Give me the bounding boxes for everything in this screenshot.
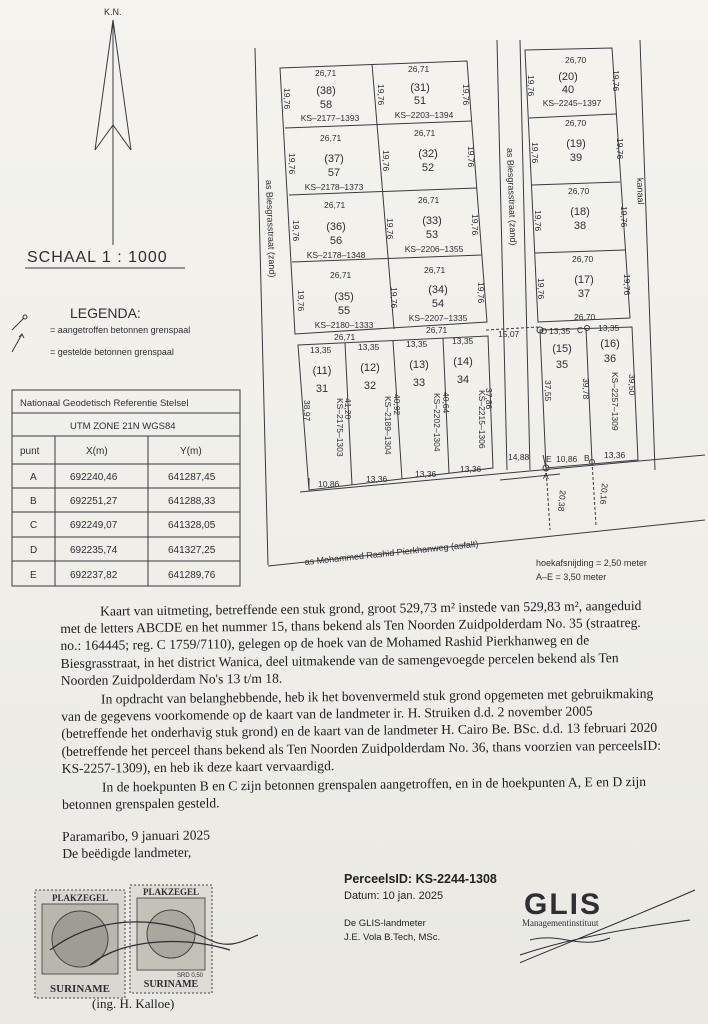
dim-label: 19,76 (376, 84, 386, 106)
parcel-lot: 39 (569, 152, 583, 164)
table-cell: 692240,46 (70, 472, 118, 483)
gis-block (344, 872, 497, 943)
stamp-right-top: PLAKZEGEL (142, 887, 200, 897)
parcel-num: (15) (552, 343, 572, 355)
parcel-ks: KS–2178–1348 (306, 250, 366, 260)
dim-label: 26,71 (320, 133, 342, 143)
table-cell: 692235,74 (70, 545, 118, 556)
stamp-left-bottom: SURINAME (50, 983, 110, 995)
dim-label: 26,71 (418, 195, 440, 205)
dim-label: 26,71 (426, 325, 448, 335)
note-ae: A–E = 3,50 meter (536, 572, 607, 582)
dim-label: 37,55 (543, 380, 553, 402)
street-label-main: as Mohammed Rashid Pierkhanweg (asfalt) (304, 538, 479, 567)
dim-label: 26,71 (334, 332, 356, 342)
table-zone: UTM ZONE 21N WGS84 (70, 421, 176, 432)
parcel-num: (34) (428, 284, 448, 296)
street-line-left (255, 48, 268, 565)
corner-label-a: A (543, 471, 549, 481)
dim-label: 40,64 (441, 392, 451, 414)
dim-label: 39,78 (581, 378, 591, 400)
table-cell: 641327,25 (168, 545, 216, 556)
paragraph: Kaart van uitmeting, betreffende een stuk grond, groot 529,73 m² instede van 529,83 m², aangeduid met de letters ABCDE en het nummer 15, thans bekend als Ten Noorden Zuidpolderdam No. 35 (straatreg. no.: 164445; reg. C 1759/7110), gelegen op de hoek van de Mohamed Rashid Pierkhanweg en de Biesgrasstraat, in het district Wanica, deel uitmakende van de samengevoegde percelen bekend als Ten Noorden Zuidpolderdam No's 13 t/m 18. (60, 597, 642, 688)
corner-label-e: E (546, 454, 552, 464)
parcel-num: (17) (574, 274, 594, 286)
dim-label: 19,76 (476, 282, 486, 304)
legend-item-placed: = gestelde betonnen grenspaal (50, 347, 174, 357)
parcel-num: (19) (566, 138, 586, 150)
corner-label-c: C (577, 325, 584, 335)
parcel-lot: 31 (315, 383, 329, 395)
place-date: Paramaribo, 9 januari 2025 (62, 827, 211, 844)
gis-landmeter-role: De GLIS-landmeter (344, 918, 426, 929)
parcel-num: (11) (312, 365, 332, 377)
parcel-lot: 34 (456, 374, 470, 386)
dim-label: 19,76 (296, 290, 306, 312)
dim-label: 40,92 (392, 394, 402, 416)
parcel-lot: 32 (363, 380, 377, 392)
table-cell: 641288,33 (168, 496, 216, 507)
dim-label: 26,71 (324, 200, 346, 210)
dim-label: 19,76 (461, 84, 471, 106)
table-cell: E (30, 570, 37, 581)
parcel-num: (32) (418, 148, 438, 160)
note-hoekafsnijding: hoekafsnijding = 2,50 meter (536, 558, 647, 568)
parcel-num: (20) (558, 71, 578, 83)
dim-label: 26,70 (568, 186, 590, 196)
table-cell: B (30, 496, 37, 507)
dim-label: 13,36 (415, 469, 437, 479)
dim-label: 26,71 (408, 64, 430, 74)
parcel-num: (12) (360, 362, 380, 374)
dim-label: 10,86 (556, 454, 578, 464)
parcel-ks: KS–2245–1397 (542, 98, 602, 108)
parcel-num: (37) (324, 153, 344, 165)
dim-label: 20,38 (556, 489, 568, 512)
parcel-lot: 33 (412, 377, 426, 389)
found-marker-icon (12, 318, 24, 330)
stamp-right (130, 885, 212, 993)
gis-logo (520, 880, 700, 1000)
gis-landmeter-name: J.E. Vola B.Tech, MSc. (344, 932, 441, 943)
coordinate-table (12, 390, 240, 586)
dim-label: 19,76 (389, 287, 399, 309)
gis-logo-subtitle: Managementinstituut (522, 918, 599, 928)
parcel-num: (36) (326, 221, 346, 233)
parcel-lot: 54 (431, 298, 445, 310)
stamp-left-top: PLAKZEGEL (51, 893, 109, 903)
dim-label: 20,16 (598, 482, 610, 505)
corner-label-b: B (584, 453, 590, 463)
parcel-ks: KS–2207–1335 (408, 313, 468, 323)
dim-label: 13,35 (358, 342, 380, 352)
dim-label: 15,07 (498, 329, 520, 339)
dim-label: 19,76 (533, 210, 543, 232)
north-label: K.N. (104, 7, 122, 17)
gis-logo-text: GLIS (524, 888, 603, 921)
dim-label: 26,70 (574, 312, 596, 322)
dim-label: 13,35 (452, 336, 474, 346)
table-cell: 641287,45 (168, 472, 216, 483)
dim-label: 26,71 (414, 128, 436, 138)
dim-label: 10,86 (318, 479, 340, 489)
parcel-ks: KS–2215–1306 (477, 390, 487, 449)
corner-label-d: D (541, 326, 548, 336)
dim-label: 13,36 (366, 474, 388, 484)
parcel-lot: 53 (425, 229, 439, 241)
dim-label: 26,71 (315, 68, 337, 78)
dim-label: 19,76 (615, 138, 625, 160)
dim-label: 19,76 (466, 146, 476, 168)
parcel-ks: KS–2175–1303 (335, 398, 345, 457)
north-arrow-icon (95, 20, 131, 245)
dim-label: 19,76 (622, 274, 632, 296)
dim-label: 13,35 (549, 326, 571, 336)
parcel-lot: 57 (327, 167, 341, 179)
parcel-lot: 36 (603, 353, 617, 365)
table-header-x: X(m) (86, 446, 108, 457)
stamps (30, 880, 260, 1010)
parcel-num: (38) (316, 85, 336, 97)
dim-label: 19,76 (470, 214, 480, 236)
parcel-num: (33) (422, 215, 442, 227)
dim-label: 19,76 (287, 153, 297, 175)
parcel-ks: KS–2206–1355 (404, 244, 464, 254)
table-title: Nationaal Geodetisch Referentie Stelsel (20, 398, 189, 409)
dim-label: 19,76 (526, 75, 536, 97)
parcel-lot: 37 (577, 288, 591, 300)
legend-item-found: = aangetroffen betonnen grenspaal (50, 325, 191, 335)
placed-marker-icon (12, 334, 22, 352)
signatory-role: De beëdigde landmeter, (62, 844, 192, 861)
parcel-ks: KS–2178–1373 (304, 182, 364, 192)
dim-label: 13,35 (310, 345, 332, 355)
table-cell: 692251,27 (70, 496, 118, 507)
dim-label: 19,76 (611, 70, 621, 92)
gis-date: Datum: 10 jan. 2025 (344, 890, 444, 902)
street-label-kanaal: kanaal (635, 177, 646, 205)
parcel-lot: 51 (413, 95, 427, 107)
scale-label: SCHAAL 1 : 1000 (27, 249, 168, 266)
parcel-num: (14) (453, 356, 473, 368)
dim-label: 26,71 (330, 270, 352, 280)
dim-label: 13,36 (460, 464, 482, 474)
dim-label: 19,76 (536, 278, 546, 300)
dim-label: 38,97 (302, 400, 312, 422)
dim-label: 26,70 (565, 55, 587, 65)
dim-label: 19,76 (530, 142, 540, 164)
table-cell: C (30, 520, 38, 531)
perceel-id: PerceelsID: KS-2244-1308 (344, 872, 497, 886)
dim-label: 39,50 (627, 374, 637, 396)
dim-label: 26,70 (565, 118, 587, 128)
dim-label: 19,76 (619, 206, 629, 228)
parcel-ks: KS–2189–1304 (383, 396, 393, 455)
parcel-ks: KS–2202–1304 (432, 393, 442, 452)
table-cell: 692237,82 (70, 570, 118, 581)
legend-title: LEGENDA: (70, 305, 141, 321)
table-cell: 641289,76 (168, 570, 216, 581)
parcel-ks: KS–2180–1333 (314, 320, 374, 330)
parcel-lot: 35 (555, 359, 569, 371)
parcel-lot: 58 (319, 99, 333, 111)
dim-label: 19,76 (291, 220, 301, 242)
dim-label: 37,86 (484, 388, 494, 410)
table-header-punt: punt (20, 446, 40, 457)
dim-label: 19,76 (282, 88, 292, 110)
table-cell: 692249,07 (70, 520, 118, 531)
stamp-right-bottom: SURINAME (143, 979, 199, 990)
dim-label: 14,88 (508, 452, 530, 462)
parcel-num: (16) (600, 338, 620, 350)
dim-label: 13,35 (598, 323, 620, 333)
closing-block (62, 826, 210, 862)
engineer-name: (ing. H. Kalloe) (92, 996, 175, 1011)
parcel-lot: 55 (337, 305, 351, 317)
dim-label: 13,35 (406, 339, 428, 349)
parcel-num: (13) (409, 359, 429, 371)
parcel-ks: KS–2257–1309 (610, 372, 620, 431)
table-cell: D (30, 545, 38, 556)
parcel-lot: 56 (329, 235, 343, 247)
survey-description (60, 597, 662, 814)
table-cell: 641328,05 (168, 520, 216, 531)
dim-label: 26,70 (572, 254, 594, 264)
paragraph: In opdracht van belanghebbende, heb ik het bovenvermeld stuk grond opgemeten met gebruikmaking van de gegevens voorkomende op de kaart van de landmeter ir. H. Struiken d.d. 2 november 2005 (betreffende het onderhavig stuk grond) en de kaart van de landmeter H. Cairo Be. BSc. d.d. 13 februari 2020 (betreffende het perceel thans bekend als Ten Noorden Zuidpolderdam No. 36, thans voorzien van perceelsID: KS-2257-1309), en heb ik deze kaart vervaardigd. (61, 685, 662, 776)
parcel-lot: 38 (573, 220, 587, 232)
parcel-ks: KS–2177–1393 (300, 113, 360, 123)
dim-label: 41,20 (343, 398, 353, 420)
parcel-ks: KS–2203–1394 (394, 110, 454, 120)
street-label-right: as Biesgrasstraat (zand) (505, 147, 519, 246)
dim-label: 13,36 (604, 450, 626, 460)
stamp-value: SRD 0,50 (176, 973, 204, 979)
parcel-lot: 40 (561, 84, 575, 96)
parcel-lot: 52 (421, 162, 435, 174)
dim-label: 26,71 (424, 265, 446, 275)
street-label-left: as Biesgrasstraat (zand) (264, 179, 278, 278)
stamp-left (35, 890, 125, 998)
dim-label: 19,76 (385, 218, 395, 240)
table-header-y: Y(m) (180, 446, 202, 457)
parcel-num: (35) (334, 291, 354, 303)
paragraph: In de hoekpunten B en C zijn betonnen grenspalen aangetroffen, en in de hoekpunten A, E en D zijn betonnen grenspalen gesteld. (62, 773, 647, 813)
parcel-num: (31) (410, 82, 430, 94)
table-cell: A (30, 472, 37, 483)
dim-label: 19,76 (381, 150, 391, 172)
parcel-num: (18) (570, 206, 590, 218)
